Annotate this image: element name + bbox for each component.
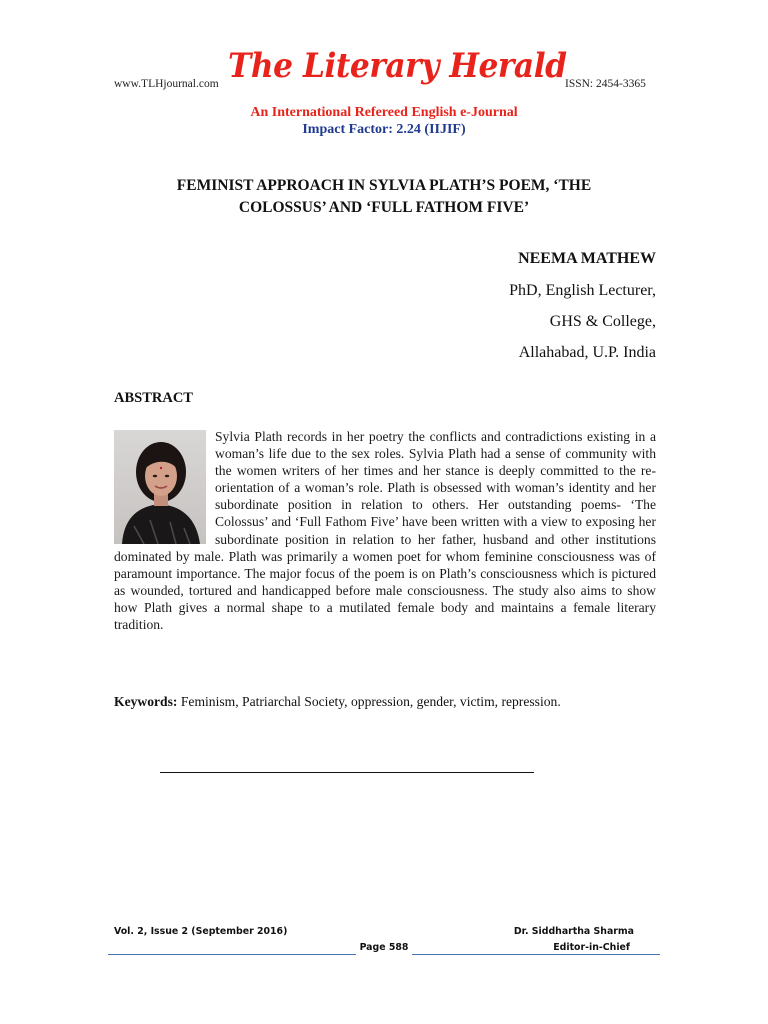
- journal-logo-title: The Literary Herald: [228, 46, 567, 86]
- footer-volume-issue: Vol. 2, Issue 2 (September 2016): [114, 926, 288, 937]
- abstract-text: Sylvia Plath records in her poetry the conflicts and contradictions existing in a woman’s life due to the sex roles. Sylvia Plath had a sense of community with the women writers of her times and her stance is deeply committed to the re-orientation of a woman’s role. Plath is obsessed with woman’s identity and her subordinate position in relation to others. Her outstanding poems- ‘The Colossus’ and ‘Full Fathom Five’ have been written with a view to exposing her subordinate position in relation to her father, husband and other institutions dominated by male. Plath was primarily a women poet for whom feminine consciousness was of paramount importance. The major focus of the poem is on Plath’s consciousness which is pictured as wounded, tortured and handicapped before male consciousness. The study also aims to show how Plath gives a normal shape to a mutilated female body and maintains a female literary tradition.: [114, 429, 656, 633]
- author-portrait-photo-icon: [114, 430, 206, 544]
- issn-number: ISSN: 2454-3365: [565, 78, 646, 90]
- keywords: [114, 694, 561, 710]
- site-url: www.TLHjournal.com: [114, 78, 219, 90]
- footer-page-number: Page 588: [359, 942, 409, 953]
- keywords-list: Feminism, Patriarchal Society, oppression, gender, victim, repression.: [180, 694, 561, 709]
- abstract-heading: ABSTRACT: [114, 390, 193, 406]
- impact-factor: Impact Factor: 2.24 (IIJIF): [302, 122, 466, 137]
- footer-rule-right: [412, 954, 660, 955]
- footer-rule-left: [108, 954, 356, 955]
- footnote-separator: [160, 772, 534, 773]
- footer-editor-role: Editor-in-Chief: [553, 942, 630, 953]
- paper-title-line-1: FEMINIST APPROACH IN SYLVIA PLATH’S POEM, ‘THE: [176, 177, 592, 194]
- journal-subtitle: An International Refereed English e-Journal: [250, 105, 518, 120]
- author-location: Allahabad, U.P. India: [518, 344, 656, 361]
- author-institution: GHS & College,: [549, 313, 656, 330]
- author-name: NEEMA MATHEW: [518, 250, 656, 267]
- footer-editor-name: Dr. Siddhartha Sharma: [513, 926, 634, 937]
- paper-title-line-2: COLOSSUS’ AND ‘FULL FATHOM FIVE’: [238, 199, 530, 216]
- keywords-label: Keywords:: [114, 694, 178, 709]
- paper-title: [140, 175, 628, 219]
- author-photo: [114, 430, 206, 544]
- author-position: PhD, English Lecturer,: [509, 282, 656, 299]
